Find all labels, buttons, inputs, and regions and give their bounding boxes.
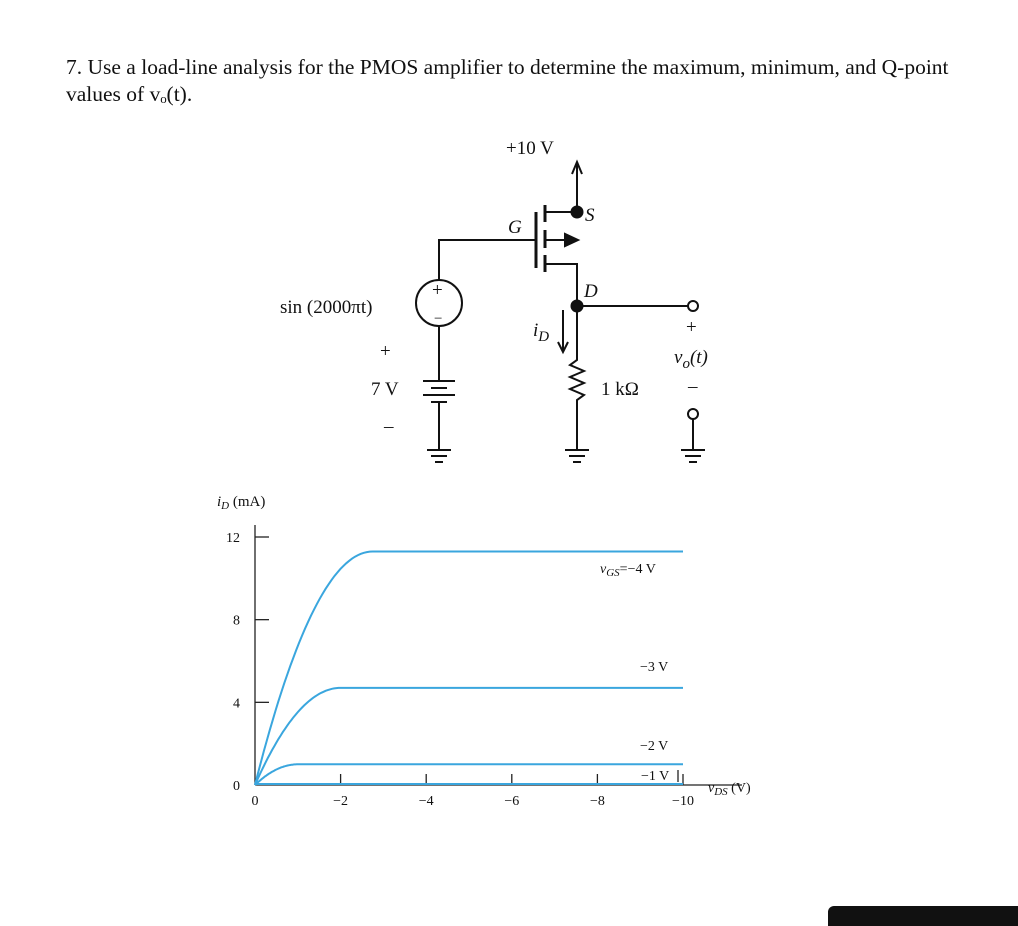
drain-label: D	[584, 281, 598, 302]
vo-label: $v_o(t)$	[674, 347, 708, 372]
chart-axes	[255, 525, 742, 785]
vo-minus-sign: –	[688, 376, 698, 397]
mosfet-characteristics-chart	[217, 494, 751, 809]
resistor-zigzag	[570, 306, 584, 450]
chart-curves	[255, 552, 683, 786]
dc-minus-sign: –	[384, 416, 394, 437]
output-terminal-bottom	[688, 409, 698, 419]
y-axis-label: $i_D$ (mA)	[217, 494, 266, 512]
ac-minus-sign: −	[434, 311, 443, 327]
resistor-label: 1 kΩ	[601, 379, 639, 400]
x-axis-label: $v_{DS}$ (V)	[708, 781, 751, 798]
x-tick-label: −4	[418, 794, 434, 809]
series-label-vgs-2: −2 V	[640, 739, 669, 754]
id-label: $i_D$	[533, 320, 550, 345]
curve-vgs-4	[255, 552, 683, 786]
drain-wire-upper	[545, 264, 577, 306]
dc-source-label: 7 V	[371, 379, 399, 400]
y-tick-label: 0	[233, 779, 240, 794]
y-tick-label: 12	[226, 531, 240, 546]
source-label: S	[585, 205, 595, 226]
x-tick-label: −6	[504, 794, 520, 809]
series-label-vgs-1: −1 V	[641, 769, 670, 784]
ac-plus-sign: +	[432, 280, 443, 301]
problem-statement: 7. Use a load-line analysis for the PMOS amplifier to determine the maximum, minimum, and Q-point values of vₒ(t).	[66, 55, 949, 106]
x-tick-label: −2	[333, 794, 349, 809]
gate-label: G	[508, 217, 522, 238]
series-label-vgs-3: −3 V	[640, 660, 669, 675]
y-tick-label: 8	[233, 613, 240, 629]
supply-label: +10 V	[506, 138, 554, 159]
x-tick-label: −8	[589, 794, 605, 809]
vo-plus-sign: +	[686, 317, 697, 338]
mosfet-arrow	[565, 234, 578, 246]
curve-vgs-2	[255, 764, 683, 785]
x-tick-label: 0	[251, 794, 259, 809]
gate-wire	[439, 240, 536, 280]
pmos-circuit	[416, 162, 705, 462]
corner-tab	[828, 906, 1018, 926]
y-tick-label: 4	[233, 696, 240, 712]
ac-source-label: sin (2000πt)	[280, 297, 373, 318]
x-tick-label: −10	[672, 794, 694, 809]
circuit-labels	[280, 138, 708, 437]
dc-plus-sign: +	[380, 341, 391, 362]
series-label-vgs-4: $v_{GS}=-4$ V	[600, 562, 656, 579]
source-node	[572, 207, 583, 218]
curve-vgs-3	[255, 688, 683, 785]
output-terminal-top	[688, 301, 698, 311]
